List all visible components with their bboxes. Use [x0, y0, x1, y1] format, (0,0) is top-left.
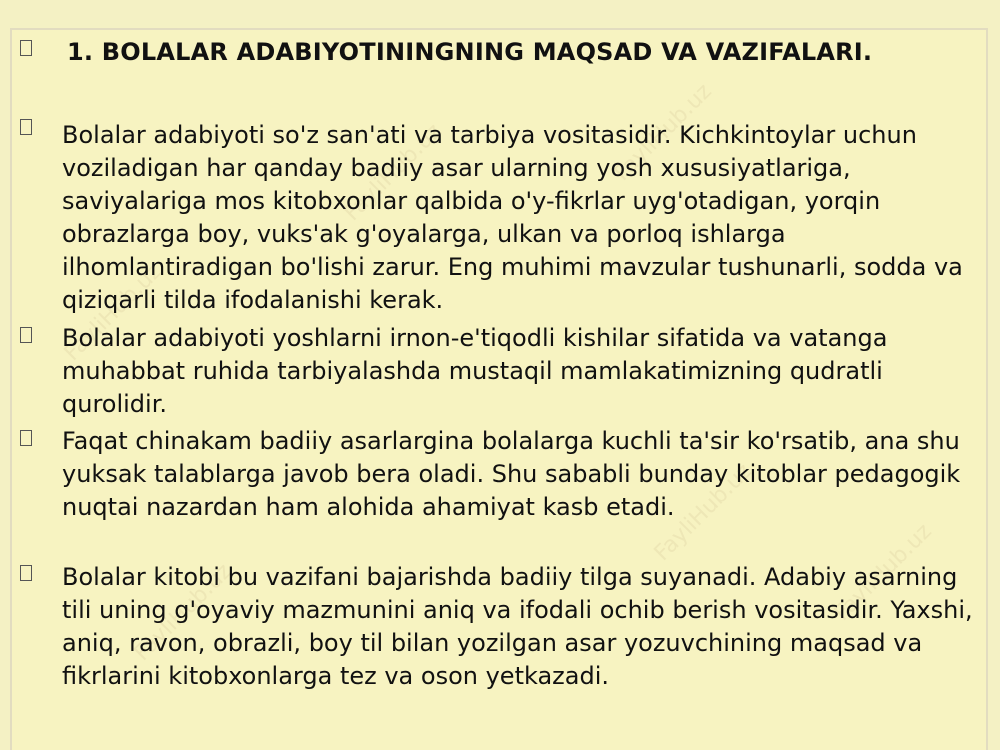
- bullet-icon: [20, 327, 32, 343]
- watermark: FayliHub.uz: [609, 79, 717, 186]
- bullet-icon: [20, 565, 32, 581]
- bullet-icon: [20, 430, 32, 446]
- watermark: FayliHub.uz: [339, 119, 447, 226]
- bullet-icon: [20, 40, 32, 56]
- watermark: FayliHub.uz: [59, 259, 167, 366]
- paragraph-3: Faqat chinakam badiiy asarlargina bolalarga kuchli ta'sir ko'rsatib, ana shu yuksak talablarga javob bera oladi. Shu sababli bunday kitoblar pedagogik nuqtai nazardan ham alohida ahamiyat kasb etadi.: [62, 427, 961, 521]
- bullet-icon: [20, 119, 32, 135]
- paragraph-1: Bolalar adabiyoti so'z san'ati va tarbiya vositasidir. Kichkintoylar uchun voziladigan har qanday badiiy asar ularning yosh xususiyatlariga, saviyalariga mos kitobxonlar qalbida o'y-fikrlar uyg'otadigan, yorqin obrazlarga boy, vuks'ak g'oyalarga, ulkan va porloq ishlarga ilhomlantiradigan bo'lishi zarur. Eng muhimi mavzular tushunarli, sodda va qiziqarli tilda ifodalanishi kerak.: [62, 121, 963, 314]
- paragraph-2: Bolalar adabiyoti yoshlarni irnon-e'tiqodli kishilar sifatida va vatanga muhabbat ruhida tarbiyalashda mustaqil mamlakatimizning qudratli qurolidir.: [62, 324, 888, 418]
- paragraph-4: Bolalar kitobi bu vazifani bajarishda badiiy tilga suyanadi. Adabiy asarning tili uning g'oyaviy mazmunini aniq va ifodali ochib berish vositasidir. Yaxshi, aniq, ravon, obrazli, boy til bilan yozilgan asar yozuvchining maqsad va fikrlarini kitobxonlarga tez va oson yetkazadi.: [62, 563, 973, 690]
- watermark: FayliHub.uz: [829, 519, 937, 626]
- watermark: FayliHub.uz: [649, 459, 757, 566]
- slide-title: 1. BOLALAR ADABIYOTININGNING MAQSAD VA VAZIFALARI.: [67, 38, 873, 66]
- watermark: FayliHub.uz: [129, 559, 237, 666]
